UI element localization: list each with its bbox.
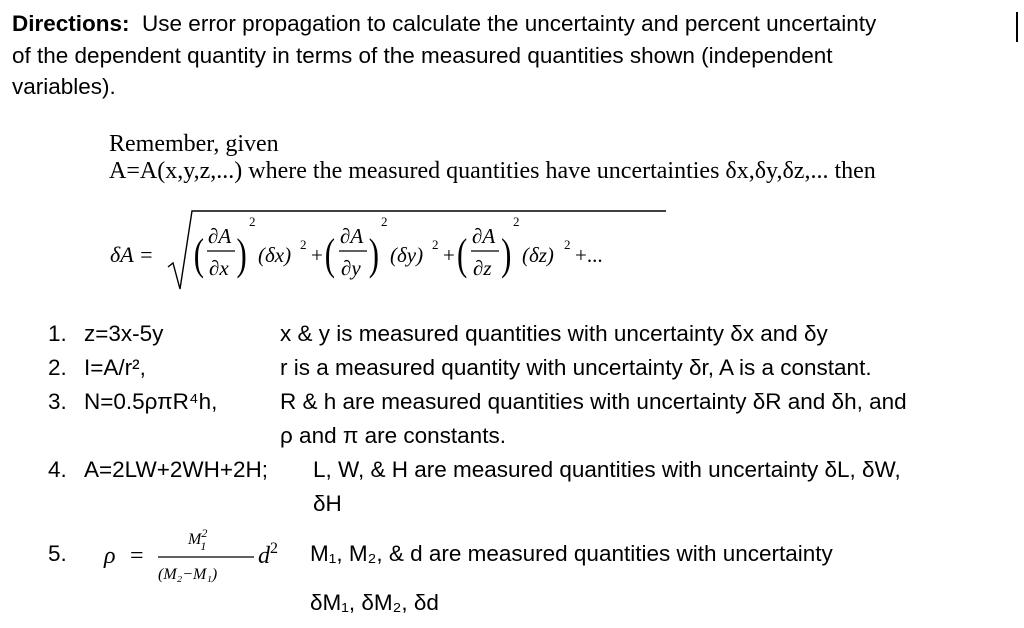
problem-3-number: 3. bbox=[48, 389, 67, 414]
exponent-2b: 2 bbox=[432, 237, 439, 252]
exponent-1b: 2 bbox=[300, 237, 307, 252]
problem-5-description: M₁, M₂, & d are measured quantities with uncertainty bbox=[310, 541, 833, 566]
eq-rho: ρ bbox=[104, 543, 116, 569]
eq-tail: $d^2$ bbox=[258, 540, 278, 569]
directions-line-1 bbox=[12, 8, 876, 39]
term-2: (δy) bbox=[390, 243, 424, 267]
paren-close-3: ) bbox=[501, 230, 512, 280]
problem-2-number: 2. bbox=[48, 355, 67, 380]
problem-1-number: 1. bbox=[48, 321, 67, 346]
problem-2-description: r is a measured quantity with uncertainty δr, A is a constant. bbox=[280, 355, 872, 380]
directions-label: Directions: bbox=[12, 11, 130, 36]
error-propagation-formula bbox=[100, 205, 680, 295]
eq-numerator: $M^2$ 1 bbox=[188, 526, 208, 553]
eq-equals: = bbox=[130, 543, 144, 569]
problem-2-equation: I=A/r², bbox=[84, 355, 146, 380]
problem-1-description: x & y is measured quantities with uncertainty δx and δy bbox=[280, 321, 828, 346]
plus-2: + bbox=[443, 243, 455, 267]
problem-5-description-cont: δM₁, δM₂, δd bbox=[310, 590, 439, 615]
remember-line-1: Remember, given bbox=[109, 131, 279, 157]
formula-tail: +... bbox=[575, 243, 603, 267]
directions-line-3: variables). bbox=[12, 74, 116, 99]
problem-3-description: R & h are measured quantities with uncertainty δR and δh, and bbox=[280, 389, 907, 414]
paren-close-2: ) bbox=[368, 230, 380, 280]
term-3: (δz) bbox=[522, 243, 554, 267]
exponent-2a: 2 bbox=[381, 214, 388, 229]
paren-open-3: ( bbox=[457, 230, 468, 280]
paren-close-1: ) bbox=[236, 230, 247, 280]
problem-4-description-cont: δH bbox=[313, 491, 342, 516]
paren-open-2: ( bbox=[324, 230, 335, 280]
problem-4-description: L, W, & H are measured quantities with uncertainty δL, δW, bbox=[313, 457, 901, 482]
problem-1-equation: z=3x-5y bbox=[84, 321, 164, 346]
problem-3-description-cont: ρ and π are constants. bbox=[280, 423, 506, 448]
term-1: (δx) bbox=[258, 243, 292, 267]
formula-lhs: δA = bbox=[110, 242, 154, 267]
partial-den-3: ∂z bbox=[473, 256, 492, 280]
eq-denominator: (M₂−M₁) bbox=[158, 566, 218, 583]
directions-text-1: Use error propagation to calculate the uncertainty and percent uncertainty bbox=[142, 11, 877, 36]
text-cursor bbox=[1016, 12, 1018, 42]
partial-num-3: ∂A bbox=[472, 224, 496, 248]
problem-4-equation: A=2LW+2WH+2H; bbox=[84, 457, 269, 482]
exponent-1a: 2 bbox=[249, 214, 256, 229]
problem-5-equation bbox=[96, 522, 306, 592]
problem-3-equation: N=0.5ρπR⁴h, bbox=[84, 389, 218, 414]
problem-4-number: 4. bbox=[48, 457, 67, 482]
exponent-3a: 2 bbox=[513, 214, 520, 229]
partial-num-1: ∂A bbox=[208, 224, 232, 248]
exponent-3b: 2 bbox=[564, 237, 571, 252]
partial-den-2: ∂y bbox=[341, 256, 361, 280]
plus-1: + bbox=[311, 243, 323, 267]
directions-line-2: of the dependent quantity in terms of the measured quantities shown (independent bbox=[12, 43, 833, 68]
partial-num-2: ∂A bbox=[340, 224, 364, 248]
paren-open-1: ( bbox=[193, 230, 205, 280]
problem-5-number: 5. bbox=[48, 541, 67, 566]
remember-line-2: A=A(x,y,z,...) where the measured quantities have uncertainties δx,δy,δz,... then bbox=[109, 158, 876, 184]
partial-den-1: ∂x bbox=[209, 256, 229, 280]
